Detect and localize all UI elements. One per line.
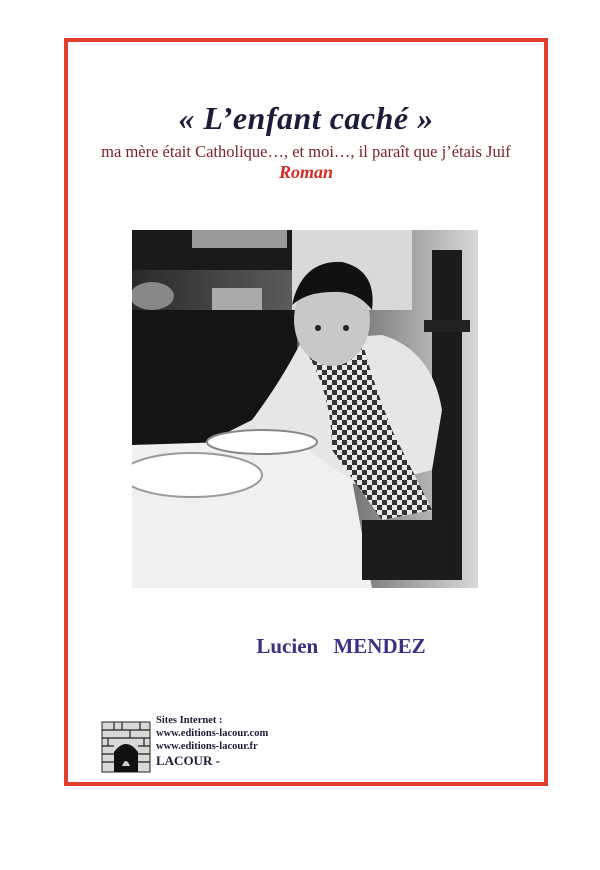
publisher-url-com[interactable]: www.editions-lacour.com bbox=[156, 728, 269, 739]
book-title: « L’enfant caché » bbox=[178, 100, 434, 136]
cover-photo bbox=[132, 230, 478, 588]
book-genre: Roman bbox=[278, 162, 334, 182]
publisher-name: LACOUR - bbox=[156, 753, 220, 768]
publisher-url-fr[interactable]: www.editions-lacour.fr bbox=[156, 741, 258, 752]
book-subtitle: ma mère était Catholique…, et moi…, il paraît que j’étais Juif bbox=[101, 142, 511, 161]
boy-eating-photo bbox=[132, 230, 478, 588]
publisher-block bbox=[100, 714, 400, 776]
sites-label: Sites Internet : bbox=[156, 715, 223, 726]
book-author: Lucien MENDEZ bbox=[256, 634, 426, 658]
publisher-text bbox=[156, 714, 268, 769]
stone-archway-icon bbox=[100, 716, 152, 774]
cover-frame bbox=[64, 38, 548, 786]
